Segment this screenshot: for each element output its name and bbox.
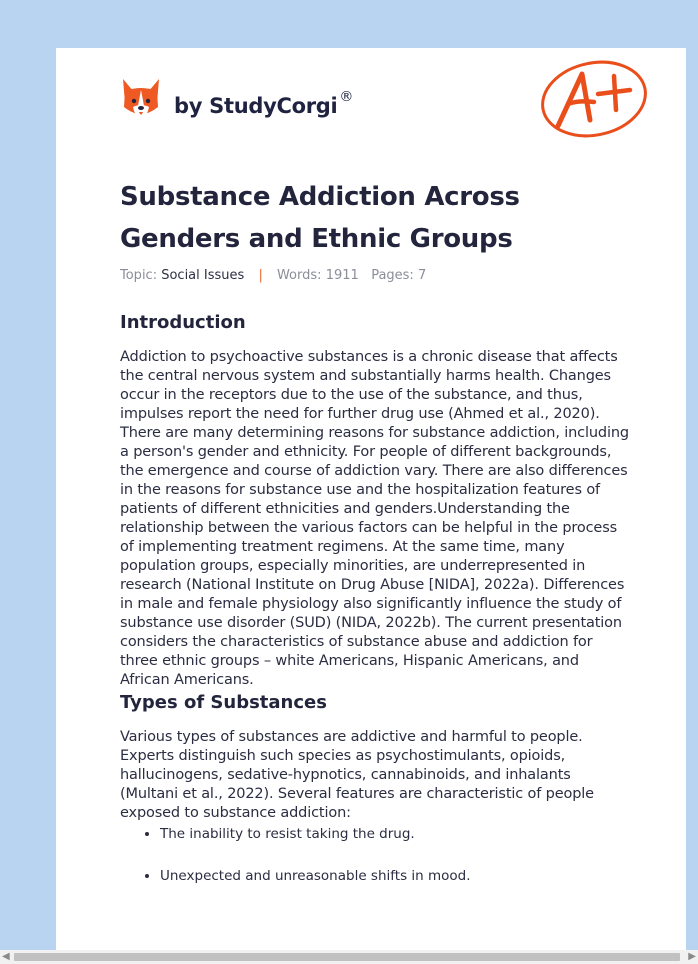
- registered-mark: ®: [339, 88, 354, 105]
- scroll-right-icon[interactable]: ▶: [688, 951, 696, 962]
- corgi-logo-icon: [120, 77, 162, 123]
- brand-name: by StudyCorgi ®: [174, 88, 354, 118]
- words-label: Words:: [276, 268, 322, 283]
- pages-value: 7: [417, 268, 427, 283]
- a-plus-grade-icon: [538, 58, 650, 142]
- types-paragraph: Various types of substances are addictive and harmful to people. Experts distinguish such species as psychostimulants, opioids, hallucinogens, sedative-hypnotics, cannabinoids, and inhalants (Multani et al., 2022). Several features are characteristic of people exposed to substance addiction:: [120, 729, 594, 821]
- words-value: 1911: [325, 268, 359, 283]
- studycorgi-logo[interactable]: [120, 76, 353, 124]
- document-body: [120, 310, 632, 909]
- topic-label: Topic:: [120, 268, 158, 283]
- pages-label: Pages:: [371, 268, 414, 283]
- document-meta: [120, 268, 426, 283]
- scrollbar-thumb[interactable]: [14, 953, 680, 961]
- document-title: Substance Addiction Across Genders and Ethnic Groups: [120, 182, 520, 254]
- list-item: • The inability to resist taking the drug.: [160, 825, 632, 844]
- section-heading-types: Types of Substances: [120, 692, 327, 713]
- meta-separator: |: [258, 268, 263, 283]
- section-heading-introduction: Introduction: [120, 312, 246, 333]
- introduction-paragraph: Addiction to psychoactive substances is a chronic disease that affects the central nervous system and substantially harms health. Changes occur in the receptors due to the use of the substance, and thus, impulses report the need for further drug use (Ahmed et al., 2020). There are many determining reasons for substance addiction, including a person's gender and ethnicity. For people of different backgrounds, the emergence and course of addiction vary. There are also differences in the reasons for substance use and the hospitalization features of patients of different ethnicities and genders.Understanding the relationship between the various factors can be helpful in the process of implementing treatment regimens. At the same time, many population groups, especially minorities, are underrepresented in research (National Institute on Drug Abuse [NIDA], 2022a). Differences in male and female physiology also significantly influence the study of substance use disorder (SUD) (NIDA, 2022b). The current presentation considers the characteristics of substance abuse and addiction for three ethnic groups – white Americans, Hispanic Americans, and African Americans.: [120, 349, 629, 688]
- horizontal-scrollbar[interactable]: [0, 950, 698, 964]
- document-page: [56, 48, 686, 950]
- list-item: • Unexpected and unreasonable shifts in mood.: [160, 867, 632, 886]
- scroll-left-icon[interactable]: ◀: [2, 951, 10, 962]
- topic-link[interactable]: Social Issues: [161, 268, 245, 283]
- symptom-list: [120, 825, 632, 886]
